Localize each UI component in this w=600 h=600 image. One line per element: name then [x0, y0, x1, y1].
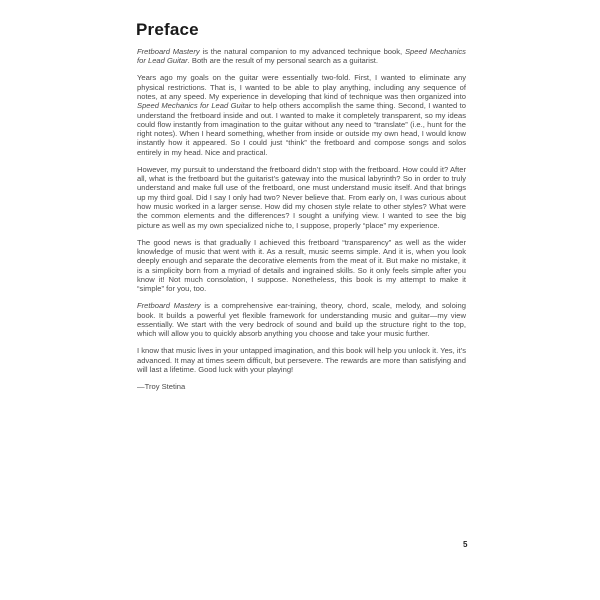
text: is a comprehensive ear-training, theory, chord, scale, melody, and soloing book. It builds a powerful yet flexible framework for understanding music and guitar—my view essentially. We start with the very bedrock of sound and build up the structure right to the top, which will allow you to quickly absorb anything you choose and take your music further. — [137, 301, 466, 339]
paragraph-closing: I know that music lives in your untapped imagination, and this book will help you unlock it. Yes, it’s advanced. It may at times seem difficult, but persevere. The rewards are more than satisfying and will last a lifetime. Good luck with your playing! — [137, 346, 466, 374]
paragraph-good-news: The good news is that gradually I achieved this fretboard “transparency” as well as the wider knowledge of music that went with it. As a result, music seems simple. And it is, when you look deeply enough and separate the decorative elements from the meat of it. But make no mistake, it is a simplicity born from a myriad of details and ingrained skills. So it only feels simple after you know it! Not much consolation, I suppose. Nonetheless, this book is my attempt to make it “simple” for you, too. — [137, 237, 466, 294]
author-signature: —Troy Stetina — [137, 381, 186, 391]
paragraph-book-description — [137, 301, 466, 338]
page-number: 5 — [463, 540, 468, 549]
text: is the natural companion to my advanced technique book, — [199, 47, 405, 56]
page-title: Preface — [136, 20, 199, 39]
paragraph-intro — [137, 47, 466, 66]
text: to help others accomplish the same thing. Second, I wanted to understand the fretboard inside and out. I wanted to make it completely transparent, so my ideas could flow instantly from imagination to the guitar without any need to “translate” (i.e., hunt for the right notes). When I heard something, whether from inside or outside my own head, I would know instantly how it appeared. So I could just “think” the fretboard and compose songs and solos entirely in my head. Nice and practical. — [137, 101, 466, 157]
preface-body — [137, 47, 466, 399]
book-title: Speed Mechanics for Lead Guitar — [137, 101, 252, 111]
paragraph-pursuit: However, my pursuit to understand the fretboard didn’t stop with the fretboard. How could it? After all, what is the fretboard but the guitarist’s gateway into the musical labyrinth? So in order to truly understand and make full use of the fretboard, one must understand music itself. And that brings up my third goal. Did I say I only had two? Never believe that. From early on, I was curious about how music worked in a larger sense. How did my chosen style relate to other styles? What were the common elements and the differences? I sought a unifying view. I wanted to see the big picture as well as my own specialized niche to, I suppose, properly “place” my experience. — [137, 164, 466, 230]
paragraph-goals — [137, 73, 466, 157]
text: . Both are the result of my personal search as a guitarist. — [187, 56, 379, 66]
text: Years ago my goals on the guitar were essentially two-fold. First, I wanted to eliminate any physical restrictions. That is, I wanted to be able to play anything, including any sequence of notes, at any speed. My experience in developing that kind of technique was then organized into — [137, 73, 466, 101]
book-title: Fretboard Mastery — [137, 301, 201, 311]
book-title: Speed Mechanics for Lead Guitar — [137, 47, 466, 66]
book-title: Fretboard Mastery — [137, 47, 200, 56]
